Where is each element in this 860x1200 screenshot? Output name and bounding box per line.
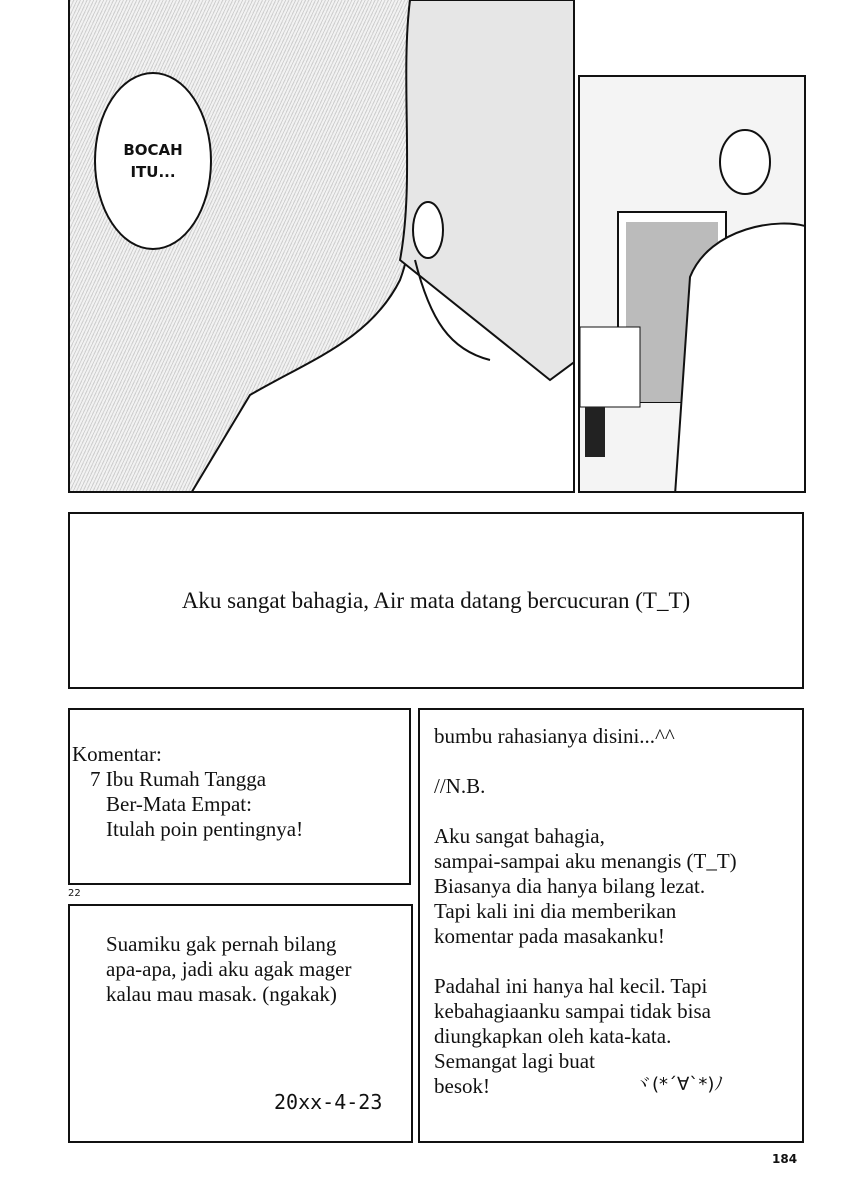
right-box-line: besok! [434,1074,490,1098]
caption-text: Aku sangat bahagia, Air mata datang bercucuran (T_T) [181,588,691,613]
right-box-line: Aku sangat bahagia, [434,824,605,848]
comment-label: Komentar: [72,742,162,766]
post-box [68,904,413,1143]
right-box-line: bumbu rahasianya disini...^^ [434,724,675,748]
panel-man-head [68,0,575,493]
speech-bubble [94,72,212,250]
right-box-line: Padahal ini hanya hal kecil. Tapi [434,974,708,998]
post-line: Suamiku gak pernah bilang [106,932,337,956]
comment-author-cont: Ber-Mata Empat: [106,792,252,816]
right-box-line [434,749,737,774]
post-line: apa-apa, jadi aku agak mager [106,957,352,981]
emoticon: ヾ(*´∀`*)ﾉ [634,1074,724,1095]
right-box-line: sampai-sampai aku menangis (T_T) [434,849,737,873]
right-text-box [418,708,804,1143]
post-line: kalau mau masak. (ngakak) [106,982,337,1006]
side-page-number: 22 [68,888,81,899]
right-box-line [434,799,737,824]
right-box-line: Biasanya dia hanya bilang lezat. [434,874,706,898]
right-box-line: diungkapkan oleh kata-kata. [434,1024,672,1048]
right-box-line: //N.B. [434,774,486,798]
right-box-line: Tapi kali ini dia memberikan [434,899,677,923]
speech-line: BOCAH [123,141,183,159]
page-number: 184 [772,1152,798,1166]
right-box-line: Semangat lagi buat [434,1049,595,1073]
comment-text: Itulah poin pentingnya! [106,817,304,841]
right-box-line [434,949,737,974]
man-walking-illustration [580,77,806,493]
speech-line: ITU... [130,163,176,181]
panel-man-walking [578,75,806,493]
right-box-line: kebahagiaanku sampai tidak bisa [434,999,711,1023]
comment-author: 7 Ibu Rumah Tangga [90,767,267,791]
caption-panel [68,512,804,689]
right-box-line: komentar pada masakanku! [434,924,665,948]
comment-box [68,708,411,885]
post-date: 20xx-4-23 [274,1090,383,1114]
